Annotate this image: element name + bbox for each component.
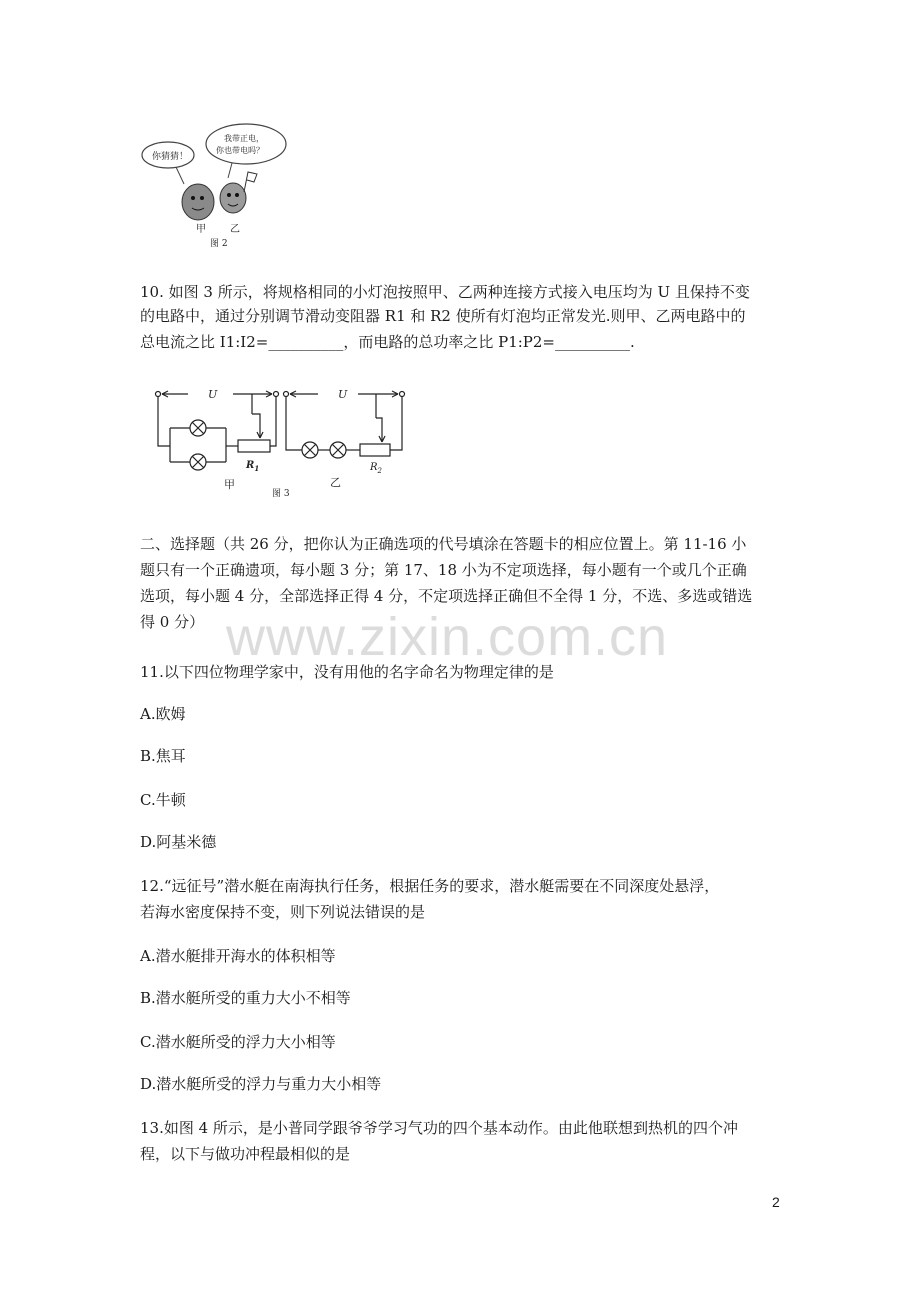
figure-3 <box>148 384 410 506</box>
fig3-u-left: U <box>208 388 218 401</box>
q10-line-3: 总电流之比 I1:I2=__________，而电路的总功率之比 P1:P2=__________. <box>140 333 635 351</box>
q11-option-a: A.欧姆 <box>140 705 186 723</box>
bulb-jia-top <box>190 420 206 436</box>
ball-yi <box>220 183 246 213</box>
q12-option-a: A.潜水艇排开海水的体积相等 <box>140 947 336 965</box>
label-r1-sub: 1 <box>254 464 260 473</box>
q10-line-1: 10. 如图 3 所示，将规格相同的小灯泡按照甲、乙两种连接方式接入电压均为 U 且保持不变 <box>140 283 750 301</box>
svg-text:R2 <box>369 462 383 475</box>
bulb-yi-1 <box>302 442 318 458</box>
q12-option-d: D.潜水艇所受的浮力与重力大小相等 <box>140 1075 382 1093</box>
q12-option-b: B.潜水艇所受的重力大小不相等 <box>140 989 351 1007</box>
label-yi: 乙 <box>230 224 240 235</box>
q11-option-c: C.牛顿 <box>140 791 186 809</box>
section2-line-1: 二、选择题（共 26 分，把你认为正确选项的代号填涂在答题卡的相应位置上。第 11-16 小 <box>140 535 747 553</box>
section2-line-3: 选项，每小题 4 分，全部选择正得 4 分，不定项选择正确但不全得 1 分，不选、多选或错选 <box>140 587 753 605</box>
page-number: 2 <box>772 1194 780 1210</box>
section2-line-4: 得 0 分） <box>140 613 205 631</box>
watermark: www.zixin.com.cn <box>226 607 669 667</box>
circuit-jia <box>156 391 279 462</box>
svg-text:R1 <box>245 460 259 473</box>
q11-option-b: B.焦耳 <box>140 747 186 765</box>
q13-line-2: 程，以下与做功冲程最相似的是 <box>140 1145 351 1163</box>
bubble-right-text-2: 你也带电吗？ <box>216 146 264 155</box>
ball-jia <box>182 184 214 220</box>
fig3-u-right: U <box>338 388 348 401</box>
bulb-yi-2 <box>330 442 346 458</box>
label-jia: 甲 <box>196 224 206 235</box>
bubble-right-text-1: 我带正电， <box>224 134 264 143</box>
label-r2: R <box>370 462 378 473</box>
bulb-jia-bottom <box>190 454 206 470</box>
q12-line-2: 若海水密度保持不变，则下列说法错误的是 <box>140 903 426 921</box>
q12-line-1: 12.“远征号”潜水艇在南海执行任务，根据任务的要求，潜水艇需要在不同深度处悬浮， <box>140 877 720 895</box>
fig3-caption: 图 3 <box>272 489 290 499</box>
bubble-left-text: 你猜猜！ <box>152 152 189 162</box>
q11-option-d: D.阿基米德 <box>140 833 217 851</box>
fig3-label-jia: 甲 <box>224 478 235 491</box>
label-r1: R <box>246 460 255 471</box>
q11-stem: 11.以下四位物理学家中，没有用他的名字命名为物理定律的是 <box>140 663 554 681</box>
q12-option-c: C.潜水艇所受的浮力大小相等 <box>140 1033 336 1051</box>
q13-line-1: 13.如图 4 所示，是小普同学跟爷爷学习气功的四个基本动作。由此他联想到热机的四个冲 <box>140 1119 738 1137</box>
speech-bubble-right <box>206 124 286 164</box>
section2-line-2: 题只有一个正确遗项，每小题 3 分；第 17、18 小为不定项选择，每小题有一个或几个正确 <box>140 561 747 579</box>
figure-2-caption: 图 2 <box>210 239 228 249</box>
q10-line-2: 的电路中，通过分别调节滑动变阻器 R1 和 R2 使所有灯泡均正常发光.则甲、乙两电路中的 <box>140 307 746 325</box>
fig3-label-yi: 乙 <box>330 476 341 489</box>
label-r2-sub: 2 <box>377 467 382 475</box>
figure-2 <box>140 122 300 252</box>
